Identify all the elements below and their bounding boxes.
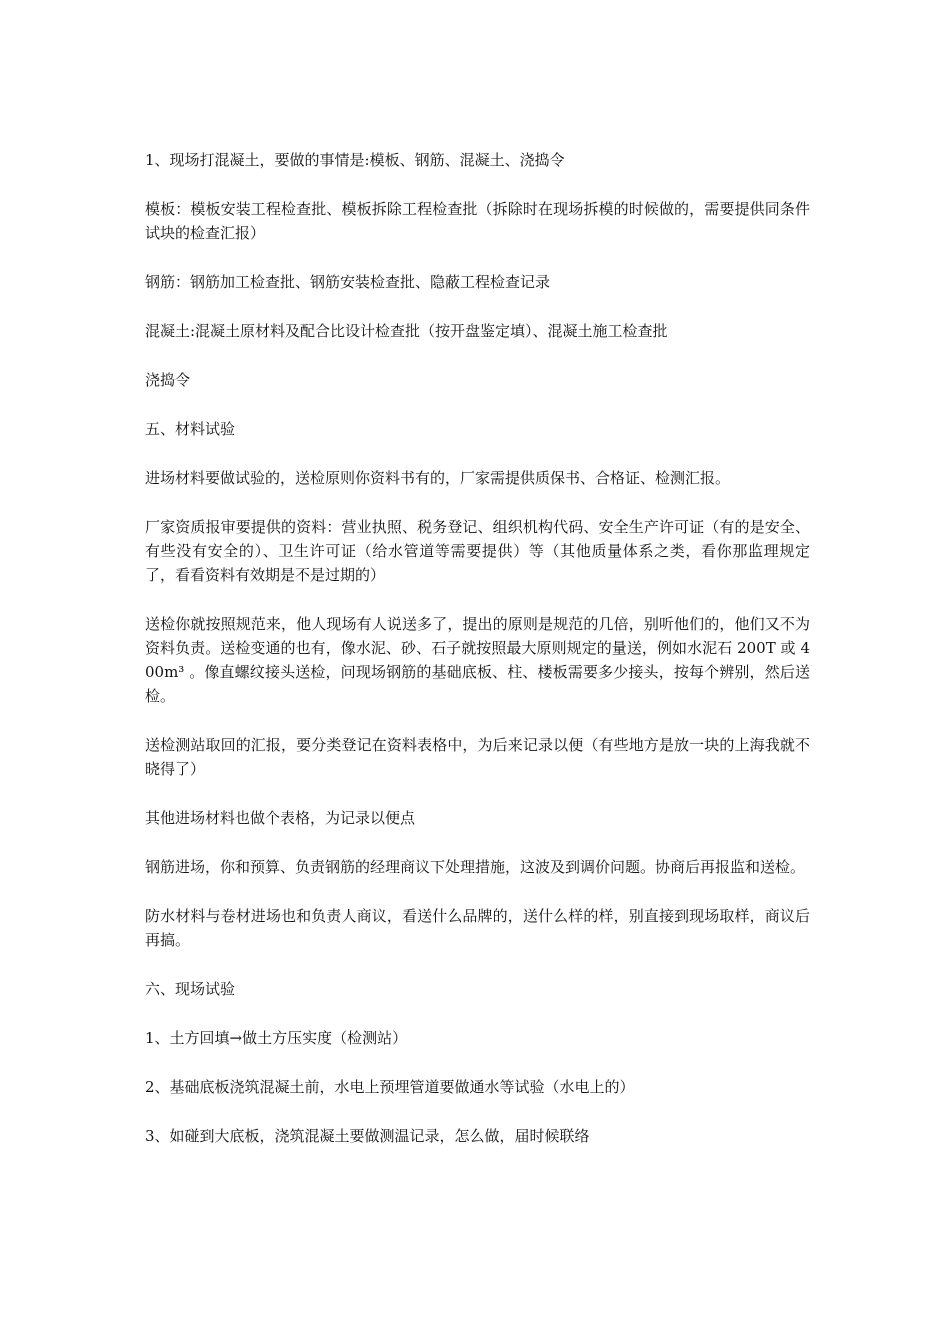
paragraph-incoming-materials: 进场材料要做试验的，送检原则你资料书有的，厂家需提供质保书、合格证、检测汇报。	[145, 469, 731, 487]
section-heading-material-testing: 五、材料试验	[145, 420, 236, 438]
paragraph-rebar-arrival: 钢筋进场，你和预算、负责钢筋的经理商议下处理措施，这波及到调价问题。协商后再报监和送检。	[145, 858, 806, 876]
paragraph-rebar: 钢筋：钢筋加工检查批、钢筋安装检查批、隐蔽工程检查记录	[145, 273, 551, 291]
paragraph-concrete: 混凝土:混凝土原材料及配合比设计检查批（按开盘鉴定填）、混凝土施工检查批	[145, 322, 668, 340]
paragraph-formwork-steps: 1、现场打混凝土，要做的事情是:模板、钢筋、混凝土、浇捣令	[145, 151, 565, 169]
list-item-temperature-record: 3、如碰到大底板，浇筑混凝土要做测温记录，怎么做，届时候联络	[145, 1127, 590, 1145]
section-heading-site-testing: 六、现场试验	[145, 980, 236, 998]
paragraph-formwork: 模板：模板安装工程检查批、模板拆除工程检查批（拆除时在现场拆模的时候做的，需要提供同条件试块的检查汇报）	[145, 200, 810, 242]
paragraph-test-reports: 送检测站取回的汇报，要分类登记在资料表格中，为后来记录以便（有些地方是放一块的上海我就不晓得了）	[145, 736, 810, 778]
paragraph-waterproofing: 防水材料与卷材进场也和负责人商议，看送什么品牌的，送什么样的样，别直接到现场取样，商议后再搞。	[145, 907, 810, 949]
document-body	[145, 148, 810, 1173]
paragraph-pour-order: 浇捣令	[145, 371, 191, 389]
list-item-backfill: 1、土方回填→做土方压实度（检测站）	[145, 1029, 408, 1047]
list-item-pipe-testing: 2、基础底板浇筑混凝土前，水电上预埋管道要做通水等试验（水电上的）	[145, 1078, 635, 1096]
paragraph-manufacturer-qualifications: 厂家资质报审要提供的资料：营业执照、税务登记、组织机构代码、安全生产许可证（有的是安全、有些没有安全的）、卫生许可证（给水管道等需要提供）等（其他质量体系之类，看你那监理规定了，看看资料有效期是不是过期的）	[145, 518, 810, 584]
paragraph-sampling-rules: 送检你就按照规范来，他人现场有人说送多了，提出的原则是规范的几倍，别听他们的，他们又不为资料负责。送检变通的也有，像水泥、砂、石子就按照最大原则规定的量送，例如水泥石 200T 或 400m³ 。像直螺纹接头送检，问现场钢筋的基础底板、柱、楼板需要多少接头，按每个辨别，然后送检。	[145, 615, 810, 705]
paragraph-other-materials: 其他进场材料也做个表格，为记录以便点	[145, 809, 416, 827]
